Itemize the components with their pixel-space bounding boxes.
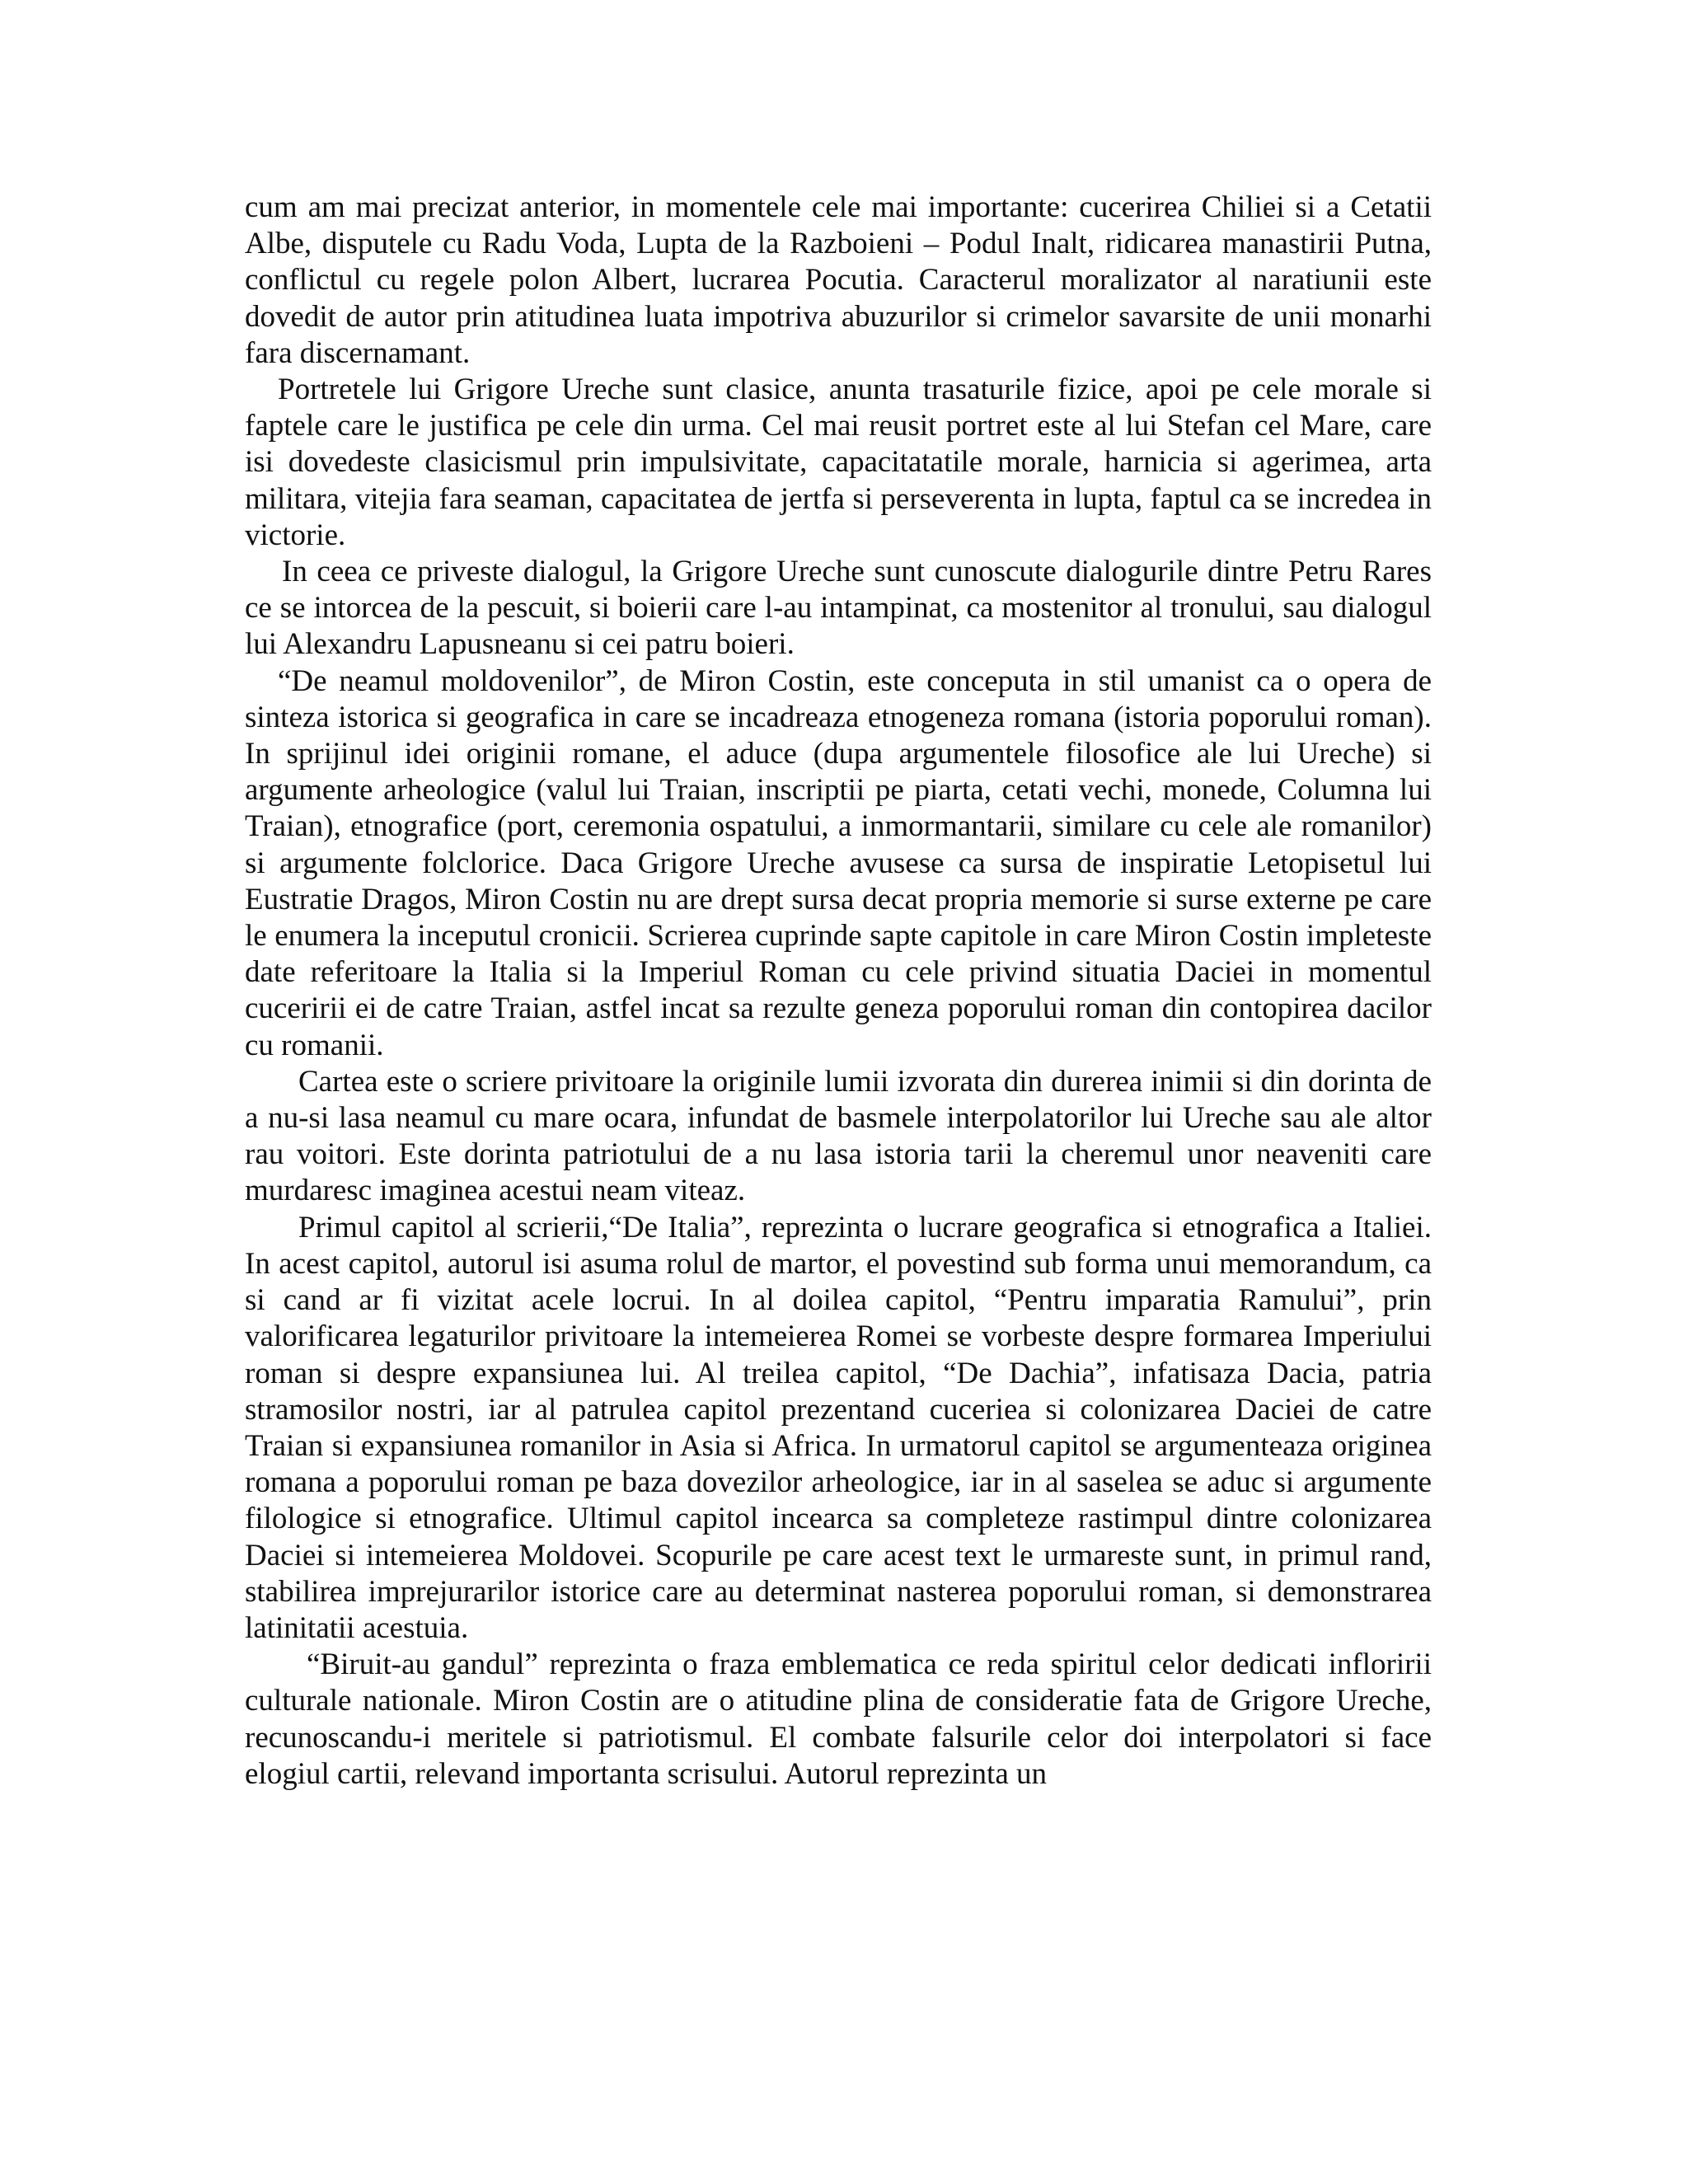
paragraph: In ceea ce priveste dialogul, la Grigore Ureche sunt cunoscute dialogurile dintre Petru Rares ce se intorcea de la pescuit, si boierii care l-au intampinat, ca mostenitor al tronului, sau dialogul lui Alexandru Lapusneanu si cei patru boieri. — [245, 555, 1432, 662]
paragraph: Portretele lui Grigore Ureche sunt clasice, anunta trasaturile fizice, apoi pe cele morale si faptele care le justifica pe cele din urma. Cel mai reusit portret este al lui Stefan cel Mare, care isi dovedeste clasicismul prin impulsivitate, capacitatatile morale, harnicia si agerimea, arta militara, vitejia fara seaman, capacitatea de jertfa si perseverenta in lupta, faptul ca se incredea in victorie. — [245, 373, 1432, 552]
paragraph: Primul capitol al scrierii,“De Italia”, reprezinta o lucrare geografica si etnografica a Italiei. In acest capitol, autorul isi asuma rolul de martor, el povestind sub forma unui memorandum, ca si cand ar fi vizitat acele locrui. In al doilea capitol, “Pentru imparatia Ramului”, prin valorificarea legaturilor privitoare la intemeierea Romei se vorbeste despre formarea Imperiului roman si despre expansiunea lui. Al treilea capitol, “De Dachia”, infatisaza Dacia, patria stramosilor nostri, iar al patrulea capitol prezentand cuceriea si colonizarea Daciei de catre Traian si expansiunea romanilor in Asia si Africa. In urmatorul capitol se argumenteaza originea romana a poporului roman pe baza dovezilor arheologice, iar in al saselea se aduc si argumente filologice si etnografice. Ultimul capitol incearca sa completeze rastimpul dintre colonizarea Daciei si intemeierea Moldovei. Scopurile pe care acest text le urmareste sunt, in primul rand, stabilirea imprejurarilor istorice care au determinat nasterea poporului roman, si demonstrarea latinitatii acestuia. — [245, 1210, 1432, 1645]
paragraph: “Biruit-au gandul” reprezinta o fraza emblematica ce reda spiritul celor dedicati infloririi culturale nationale. Miron Costin are o atitudine plina de consideratie fata de Grigore Ureche, recunoscandu-i meritele si patriotismul. El combate falsurile celor doi interpolatori si face elogiul cartii, relevand importanta scrisului. Autorul reprezinta un — [245, 1647, 1432, 1791]
paragraph: cum am mai precizat anterior, in momentele cele mai importante: cucerirea Chiliei si a Cetatii Albe, disputele cu Radu Voda, Lupta de la Razboieni – Podul Inalt, ridicarea manastirii Putna, conflictul cu regele polon Albert, lucrarea Pocutia. Caracterul moralizator al naratiunii este dovedit de autor prin atitudinea luata impotriva abuzurilor si crimelor savarsite de unii monarhi fara discernamant. — [245, 190, 1432, 370]
body-text — [245, 190, 1432, 1793]
paragraph: “De neamul moldovenilor”, de Miron Costin, este conceputa in stil umanist ca o opera de sinteza istorica si geografica in care se incadreaza etnogeneza romana (istoria poporului roman). In sprijinul idei originii romane, el aduce (dupa argumentele filosofice ale lui Ureche) si argumente arheologice (valul lui Traian, inscriptii pe piarta, cetati vechi, monede, Columna lui Traian), etnografice (port, ceremonia ospatului, a inmormantarii, similare cu cele ale romanilor) si argumente folclorice. Daca Grigore Ureche avusese ca sursa de inspiratie Letopisetul lui Eustratie Dragos, Miron Costin nu are drept sursa decat propria memorie si surse externe pe care le enumera la inceputul cronicii. Scrierea cuprinde sapte capitole in care Miron Costin impleteste date referitoare la Italia si la Imperiul Roman cu cele privind situatia Daciei in momentul cuceririi ei de catre Traian, astfel incat sa rezulte geneza poporului roman din contopirea dacilor cu romanii. — [245, 663, 1432, 1062]
paragraph: Cartea este o scriere privitoare la originile lumii izvorata din durerea inimii si din dorinta de a nu-si lasa neamul cu mare ocara, infundat de basmele interpolatorilor lui Ureche sau ale altor rau voitori. Este dorinta patriotului de a nu lasa istoria tarii la cheremul unor neaveniti care murdaresc imaginea acestui neam viteaz. — [245, 1064, 1432, 1208]
